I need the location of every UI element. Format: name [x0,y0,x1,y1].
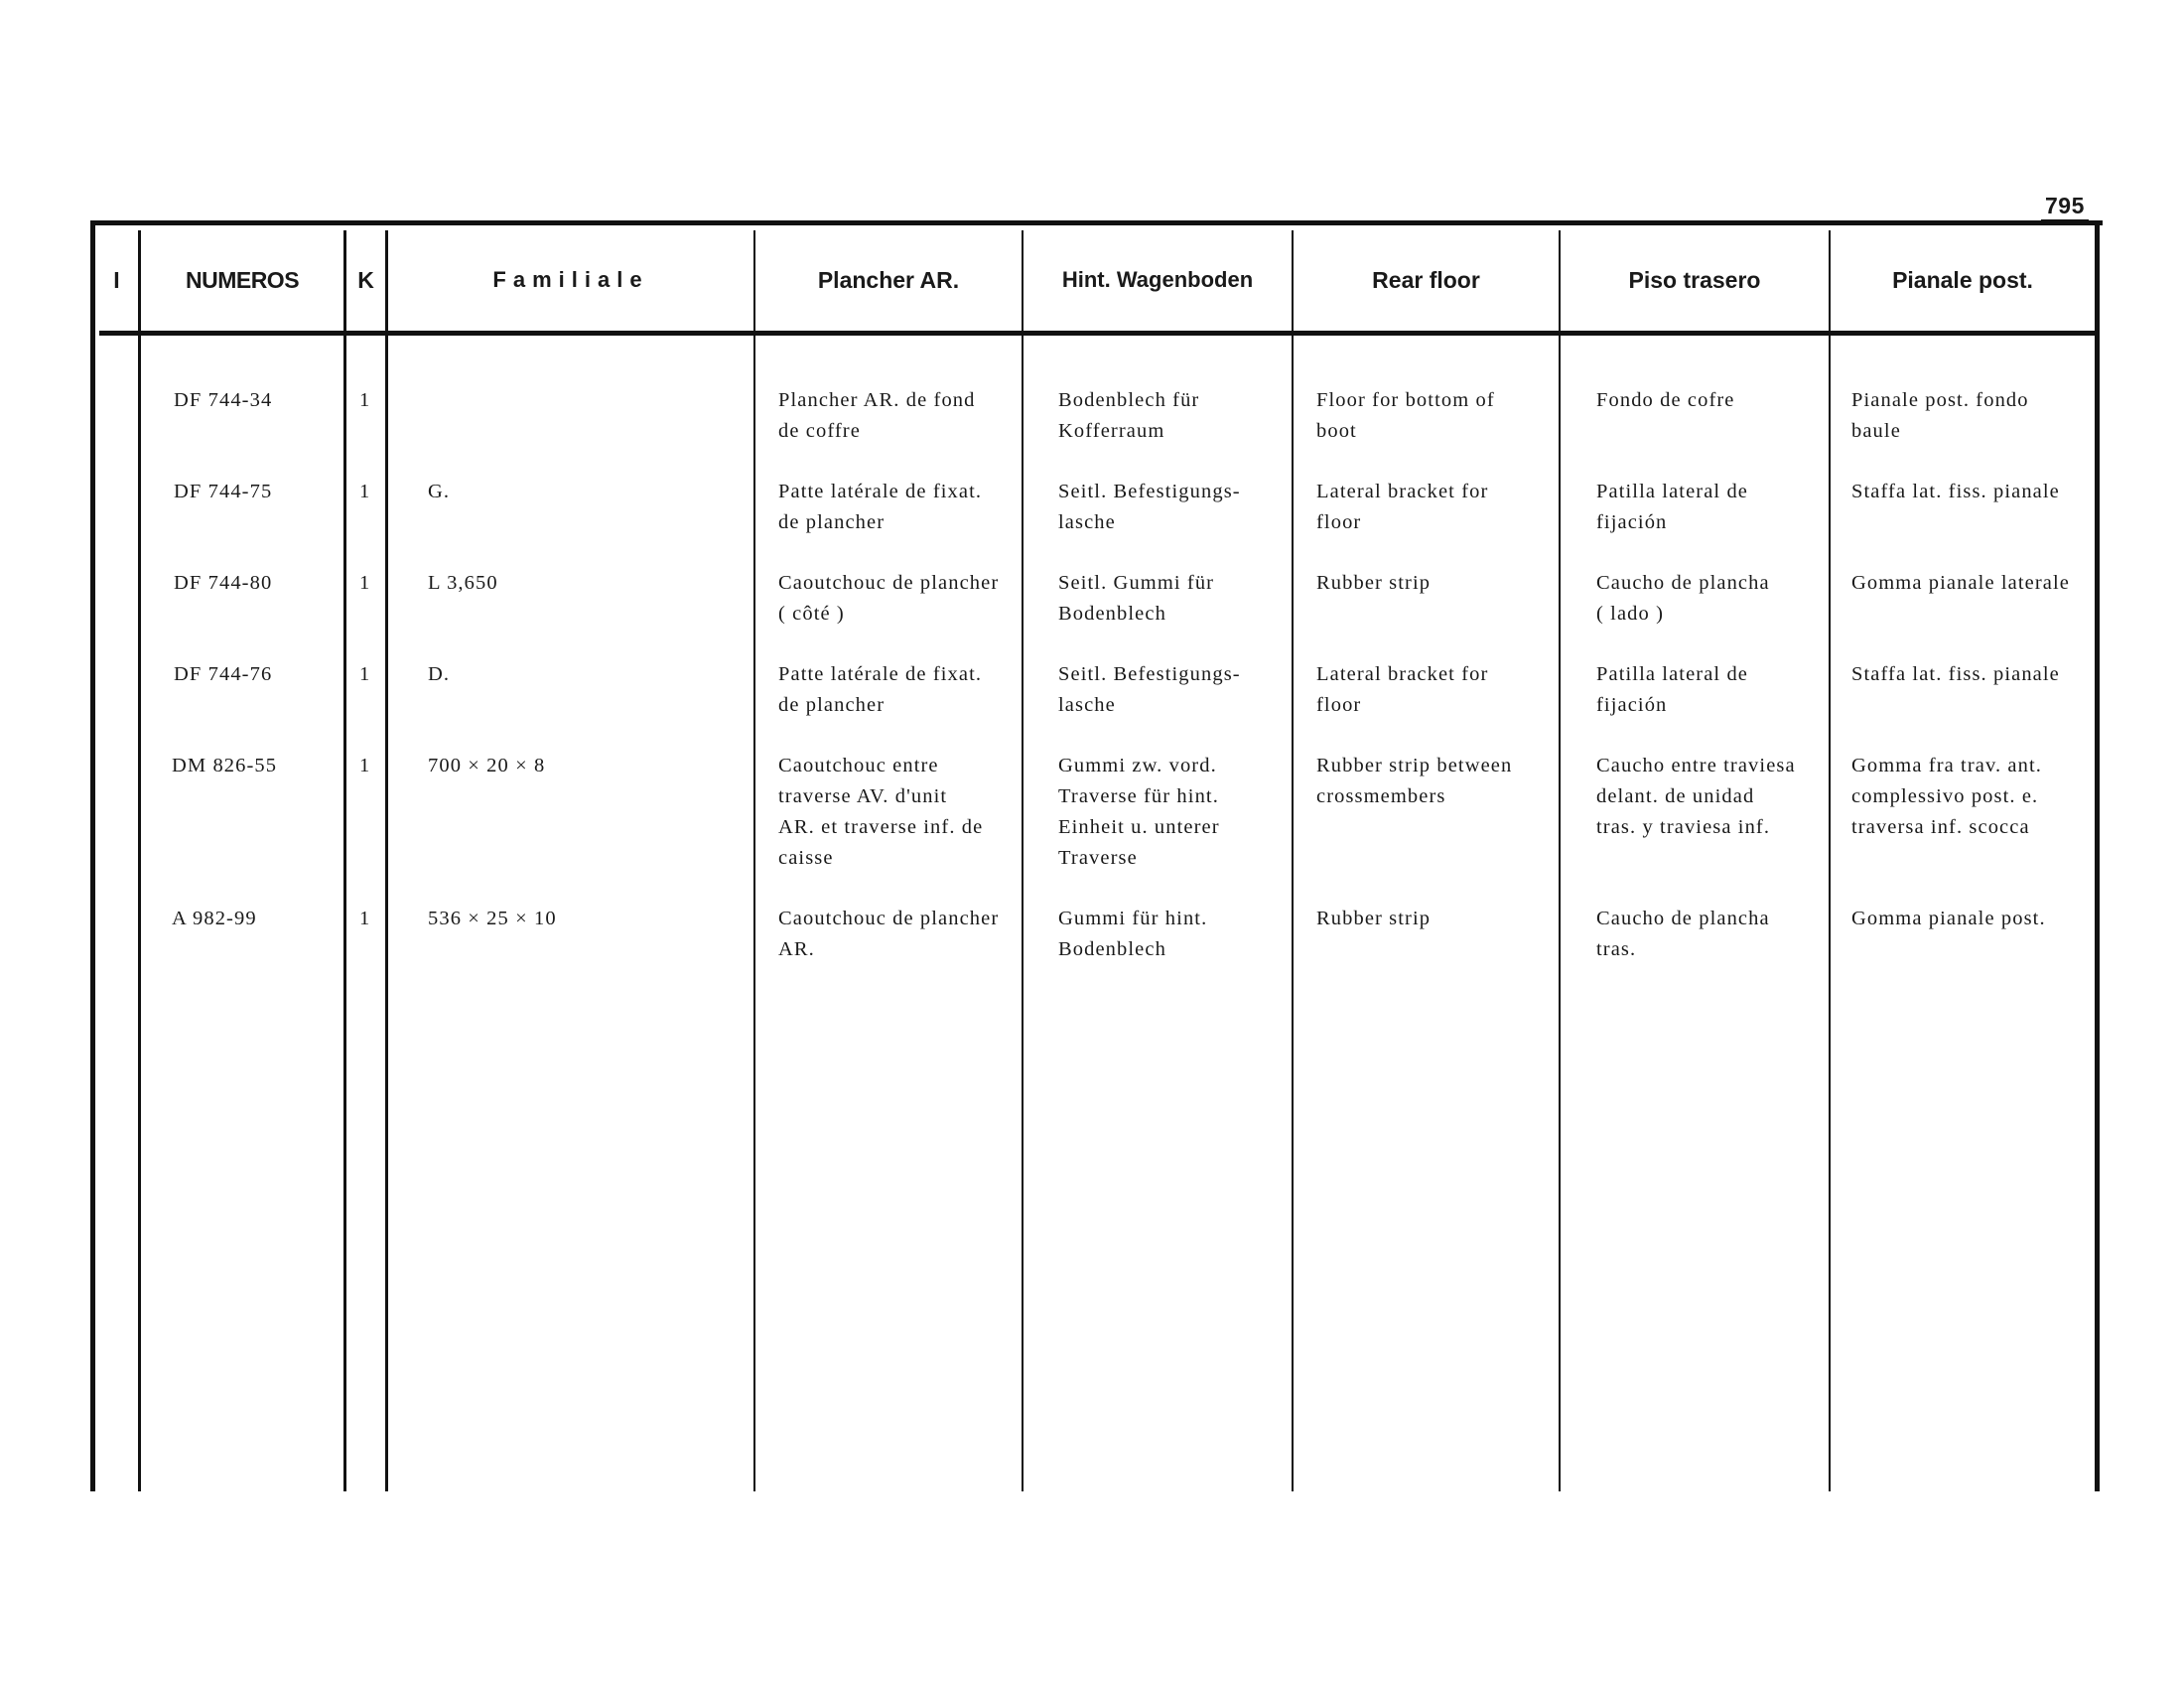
header-bottom-border [99,331,2099,336]
cell-en: Rubber strip [1316,908,1432,929]
cell-familiale: L 3,650 [428,572,498,594]
cell-familiale: G. [428,481,451,502]
header-numeros: NUMEROS [185,266,300,293]
column-divider-es [1829,230,1831,1491]
cell-k: 1 [359,755,371,776]
header-plancher-ar: Plancher AR. [817,266,960,293]
table-top-border [93,220,2103,225]
cell-es: Caucho de plancha tras. [1596,908,1770,960]
cell-numero: DF 744-34 [174,389,273,411]
column-divider-fr [1022,230,1024,1491]
cell-fr: Patte latérale de fixat. de plancher [778,481,983,533]
cell-k: 1 [359,663,371,685]
cell-de: Seitl. Befestigungs- lasche [1058,663,1241,716]
cell-it: Gomma pianale post. [1851,908,2046,929]
cell-it: Pianale post. fondo baule [1851,389,2029,442]
cell-es: Patilla lateral de fijación [1596,481,1748,533]
cell-numero: DF 744-76 [174,663,273,685]
cell-k: 1 [359,481,371,502]
cell-it: Gomma pianale laterale [1851,572,2070,594]
header-pianale-post: Pianale post. [1892,266,2033,293]
cell-familiale: 536 × 25 × 10 [428,908,557,929]
cell-k: 1 [359,389,371,411]
cell-familiale: D. [428,663,451,685]
header-piso-trasero: Piso trasero [1628,266,1761,293]
header-hint-wagenboden: Hint. Wagenboden [1061,267,1254,292]
table-right-border [2095,220,2100,1491]
cell-de: Seitl. Gummi für Bodenblech [1058,572,1215,625]
header-familiale: Familiale [492,267,649,292]
cell-fr: Caoutchouc de plancher AR. [778,908,1000,960]
cell-familiale: 700 × 20 × 8 [428,755,546,776]
cell-numero: DF 744-80 [174,572,273,594]
cell-numero: DF 744-75 [174,481,273,502]
cell-en: Floor for bottom of boot [1316,389,1495,442]
column-divider-k [385,230,388,1491]
cell-en: Lateral bracket for floor [1316,663,1489,716]
cell-es: Caucho de plancha ( lado ) [1596,572,1770,625]
cell-es: Caucho entre traviesa delant. de unidad tras. y traviesa inf. [1596,755,1796,838]
cell-en: Lateral bracket for floor [1316,481,1489,533]
cell-it: Staffa lat. fiss. pianale [1851,481,2060,502]
cell-it: Gomma fra trav. ant. complessivo post. e. traversa inf. scocca [1851,755,2043,838]
cell-es: Patilla lateral de fijación [1596,663,1748,716]
cell-fr: Caoutchouc entre traverse AV. d'unit AR. et traverse inf. de caisse [778,755,984,869]
column-divider-de [1292,230,1294,1491]
cell-k: 1 [359,908,371,929]
cell-fr: Caoutchouc de plancher ( côté ) [778,572,1000,625]
table-left-border [90,220,95,1491]
cell-en: Rubber strip between crossmembers [1316,755,1513,807]
cell-de: Bodenblech für Kofferraum [1058,389,1200,442]
cell-numero: A 982-99 [172,908,257,929]
cell-it: Staffa lat. fiss. pianale [1851,663,2060,685]
cell-es: Fondo de cofre [1596,389,1735,411]
cell-numero: DM 826-55 [172,755,278,776]
cell-de: Seitl. Befestigungs- lasche [1058,481,1241,533]
cell-de: Gummi für hint. Bodenblech [1058,908,1208,960]
cell-de: Gummi zw. vord. Traverse für hint. Einheit u. unterer Traverse [1058,755,1220,869]
cell-fr: Plancher AR. de fond de coffre [778,389,976,442]
column-divider-numeros [343,230,346,1491]
page-number: 795 [2045,193,2085,218]
cell-k: 1 [359,572,371,594]
cell-en: Rubber strip [1316,572,1432,594]
header-k: K [357,266,374,293]
header-rear-floor: Rear floor [1372,266,1480,293]
column-divider-en [1559,230,1561,1491]
cell-fr: Patte latérale de fixat. de plancher [778,663,983,716]
column-divider-index [138,230,141,1491]
header-index: I [113,266,120,293]
column-divider-familiale [753,230,755,1491]
